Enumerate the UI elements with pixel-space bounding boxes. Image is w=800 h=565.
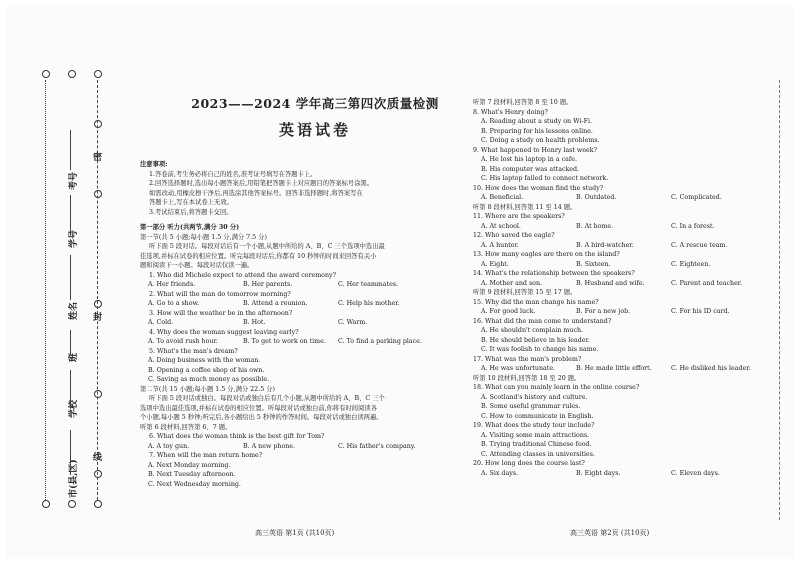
- question-stem: 17. What was the man's problem?: [473, 355, 582, 363]
- note-line: 2.回答选择题时,选出每小题答案后,用铅笔把答题卡上对应题目的答案标号涂黑。: [149, 180, 374, 187]
- option-row: [140, 337, 465, 347]
- option: A. At school.: [481, 222, 521, 230]
- left-column: [140, 160, 465, 489]
- option: A. He was unfortunate.: [481, 365, 556, 372]
- question-stem: 4. Why does the woman suggest leaving early?: [149, 328, 299, 336]
- part1-heading: 第一部分 听力(共两节,满分 30 分): [140, 224, 240, 231]
- option: A. He shouldn't complain much.: [481, 327, 584, 334]
- field-label-class: 班: [69, 352, 79, 362]
- punch-hole: [68, 500, 76, 508]
- punch-hole: [42, 70, 50, 78]
- note-line: 3.考试结束后,将答题卡交回。: [149, 208, 233, 216]
- option: A. Cold.: [148, 319, 174, 326]
- option: C. Next Wednesday morning.: [148, 480, 241, 488]
- question-stem: 3. How will the weather be in the afternoon?: [149, 309, 293, 317]
- option: A. Next Monday morning.: [148, 461, 231, 469]
- field-label-school: 学校: [69, 399, 79, 418]
- question-stem: 12. Who saved the eagle?: [473, 232, 555, 239]
- question-stem: 7. When will the man return home?: [149, 452, 263, 459]
- note-line: 1.答卷前,考生务必将自己的姓名,准考证号填写在答题卡上。: [149, 170, 317, 178]
- option: A. A hunter.: [481, 241, 519, 249]
- page-footer-left: 高三英语 第1页 (共10页): [255, 529, 335, 537]
- punch-hole: [94, 190, 102, 198]
- option-row: [140, 442, 465, 452]
- question-stem: 8. What's Henry doing?: [473, 108, 548, 116]
- option: B. He made little effort.: [576, 365, 652, 372]
- option: B. Some useful grammar rules.: [481, 403, 581, 410]
- section2-intro: 选项中选出最佳选项,并标在试卷的相应位置。听每段对话或独白前,你将有时间阅读各: [140, 404, 377, 412]
- option-row: [473, 241, 773, 251]
- right-column: [473, 98, 773, 478]
- punch-hole: [94, 470, 102, 478]
- option-row: [473, 469, 773, 479]
- exam-subtitle: 英语试卷: [278, 121, 351, 139]
- option: B. Attend a reunion.: [243, 300, 308, 307]
- option-row: [473, 222, 773, 232]
- field-label-name: 姓名: [69, 301, 79, 320]
- section1-heading: 第一节(共 5 小题;每小题 1.5 分,满分 7.5 分): [140, 233, 267, 241]
- option: C. His laptop failed to connect network.: [481, 175, 609, 182]
- option: B. His computer was attacked.: [481, 165, 580, 173]
- option: B. Sixteen.: [576, 260, 611, 268]
- cut-mark-feng: 封: [93, 313, 103, 323]
- option: C. Saving as much money as possible.: [148, 376, 270, 383]
- field-line: [70, 195, 71, 235]
- option: C. Doing a study on health problems.: [481, 137, 600, 144]
- option: B. Hot.: [243, 319, 266, 326]
- option: C. How to communicate in English.: [481, 412, 594, 420]
- cut-line: [45, 80, 46, 500]
- punch-hole: [94, 500, 102, 508]
- option: C. Complicated.: [671, 194, 722, 201]
- option: C. To find a parking place.: [338, 338, 422, 345]
- field-line: [70, 430, 71, 475]
- option: A. Beneficial.: [481, 194, 524, 201]
- option-row: [140, 280, 465, 290]
- option: C. A rescue team.: [671, 241, 728, 249]
- punch-hole: [94, 70, 102, 78]
- punch-hole: [42, 500, 50, 508]
- option: B. Next Tuesday afternoon.: [148, 471, 236, 478]
- punch-hole: [68, 70, 76, 78]
- option: A. He lost his laptop in a cafe.: [481, 156, 577, 163]
- option: B. Her parents.: [243, 281, 293, 288]
- question-stem: 2. What will the man do tomorrow morning?: [149, 290, 291, 298]
- question-stem: 10. How does the woman find the study?: [473, 184, 604, 192]
- option: B. Eight days.: [576, 469, 621, 477]
- question-stem: 14. What's the relationship between the speakers?: [473, 270, 635, 277]
- section2-intro: 听下面 5 段对话或独白。每段对话或独白后有几个小题,从题中所给的 A、B、C 三个: [149, 395, 385, 402]
- field-line: [70, 255, 71, 300]
- question-stem: 19. What does the study tour include?: [473, 422, 595, 429]
- note-line: 答题卡上,写在本试卷上无效。: [149, 199, 233, 206]
- option: B. Preparing for his lessons online.: [481, 127, 593, 135]
- notes-heading: 注意事项:: [140, 161, 168, 168]
- option: B. Husband and wife.: [576, 279, 645, 287]
- option: A. Six days.: [481, 469, 519, 477]
- option: B. Trying traditional Chinese food.: [481, 441, 592, 448]
- question-stem: 13. How many eagles are there on the island?: [473, 251, 620, 258]
- option: A. Her friends.: [148, 281, 196, 288]
- option: C. Eighteen.: [671, 260, 711, 268]
- option: A. Doing business with the woman.: [148, 357, 261, 364]
- option: A. Mother and son.: [481, 279, 543, 287]
- option: C. Warm.: [338, 319, 368, 326]
- option: A. For good luck.: [481, 308, 536, 315]
- field-line: [70, 370, 71, 408]
- option: A. To avoid rush hour.: [148, 338, 218, 345]
- punch-hole: [94, 390, 102, 398]
- option-row: [473, 364, 773, 374]
- material-intro: 听第 10 段材料,回答第 18 至 20 题。: [473, 374, 581, 382]
- punch-hole: [94, 300, 102, 308]
- cut-mark-xian: 线: [93, 453, 103, 463]
- cut-line: [97, 80, 98, 500]
- field-line: [70, 330, 71, 355]
- option-row: [473, 260, 773, 270]
- material-intro: 听第 7 段材料,回答第 8 至 10 题。: [473, 99, 573, 106]
- option: B. At home.: [576, 222, 614, 230]
- question-stem: 20. How long does the course last?: [473, 460, 585, 467]
- option: B. A new phone.: [243, 442, 296, 450]
- section2-intro: 个小题,每小题 5 秒钟;听完后,各小题给出 5 秒钟的作答时间。每段对话或独白读两遍。: [140, 414, 383, 421]
- question-stem: 16. What did the man come to understand?: [473, 317, 612, 325]
- material-intro: 听第 8 段材料,回答第 11 至 14 题。: [473, 203, 577, 211]
- cut-mark-mi: 密: [93, 153, 103, 163]
- option: A. Reading about a study on Wi-Fi.: [481, 118, 592, 125]
- field-label-kaohao: 考号: [69, 171, 79, 190]
- option: C. Attending classes in universities.: [481, 450, 595, 458]
- option-row: [140, 299, 465, 309]
- question-stem: 18. What can you mainly learn in the online course?: [473, 384, 640, 391]
- note-line: 如需改动,用橡皮擦干净后,再选涂其他答案标号。回答非选择题时,将答案写在: [149, 189, 363, 197]
- option: C. For his ID card.: [671, 308, 730, 315]
- option: C. His father's company.: [338, 442, 416, 450]
- question-stem: 1. Who did Michele expect to attend the award ceremony?: [149, 271, 336, 279]
- field-label-city: 市(县,区): [69, 459, 79, 498]
- option: C. In a forest.: [671, 222, 715, 230]
- option: B. Outdated.: [576, 194, 617, 201]
- page-footer-right: 高三英语 第2页 (共10页): [570, 529, 650, 537]
- option: C. Her teammates.: [338, 281, 399, 288]
- punch-hole: [94, 120, 102, 128]
- option: A. Visiting some main attractions.: [481, 431, 590, 439]
- option: C. Help his mother.: [338, 300, 400, 307]
- field-label-xuehao: 学号: [69, 229, 79, 248]
- option: B. Opening a coffee shop of his own.: [148, 366, 265, 374]
- question-stem: 15. Why did the man change his name?: [473, 298, 599, 306]
- right-margin-line: [779, 80, 780, 520]
- question-stem: 5. What's the man's dream?: [149, 347, 238, 355]
- exam-title: 2023——2024 学年高三第四次质量检测: [191, 96, 439, 111]
- option: B. He should believe in his leader.: [481, 336, 590, 344]
- material-intro: 听第 9 段材料,回答第 15 至 17 题。: [473, 289, 577, 296]
- section1-intro: 题和阅读下一小题。每段对话仅读一遍。: [140, 262, 254, 269]
- option: A. Eight.: [481, 260, 509, 268]
- option-row: [473, 193, 773, 203]
- section2-heading: 第二节(共 15 小题;每小题 1.5 分,满分 22.5 分): [140, 385, 275, 393]
- section2-intro: 听第 6 段材料,回答第 6、7 题。: [140, 423, 232, 431]
- option: B. A bird-watcher.: [576, 241, 634, 249]
- option: C. He disliked his leader.: [671, 365, 751, 372]
- option: C. Parent and teacher.: [671, 279, 743, 287]
- option: B. To get to work on time.: [243, 338, 326, 345]
- option: C. Eleven days.: [671, 469, 720, 477]
- option: C. It was foolish to change his name.: [481, 346, 599, 353]
- option: A. Scotland's history and culture.: [481, 393, 588, 401]
- option-row: [140, 318, 465, 328]
- option: A. A toy gun.: [148, 442, 190, 450]
- question-stem: 9. What happened to Henry last week?: [473, 146, 597, 154]
- field-line: [70, 130, 71, 170]
- option-row: [473, 279, 773, 289]
- option-row: [473, 307, 773, 317]
- section1-intro: 佳选项,并标在试卷的相应位置。听完每段对话后,你都有 10 秒钟的时间来回答有关小: [140, 252, 377, 260]
- section1-intro: 听下面 5 段对话。每段对话后有一个小题,从题中所给的 A、B、C 三个选项中选出最: [149, 243, 385, 250]
- question-stem: 6. What does the woman think is the best gift for Tom?: [149, 433, 325, 440]
- option: B. For a new job.: [576, 308, 631, 315]
- option: A. Go to a show.: [148, 300, 200, 307]
- question-stem: 11. Where are the speakers?: [473, 213, 565, 220]
